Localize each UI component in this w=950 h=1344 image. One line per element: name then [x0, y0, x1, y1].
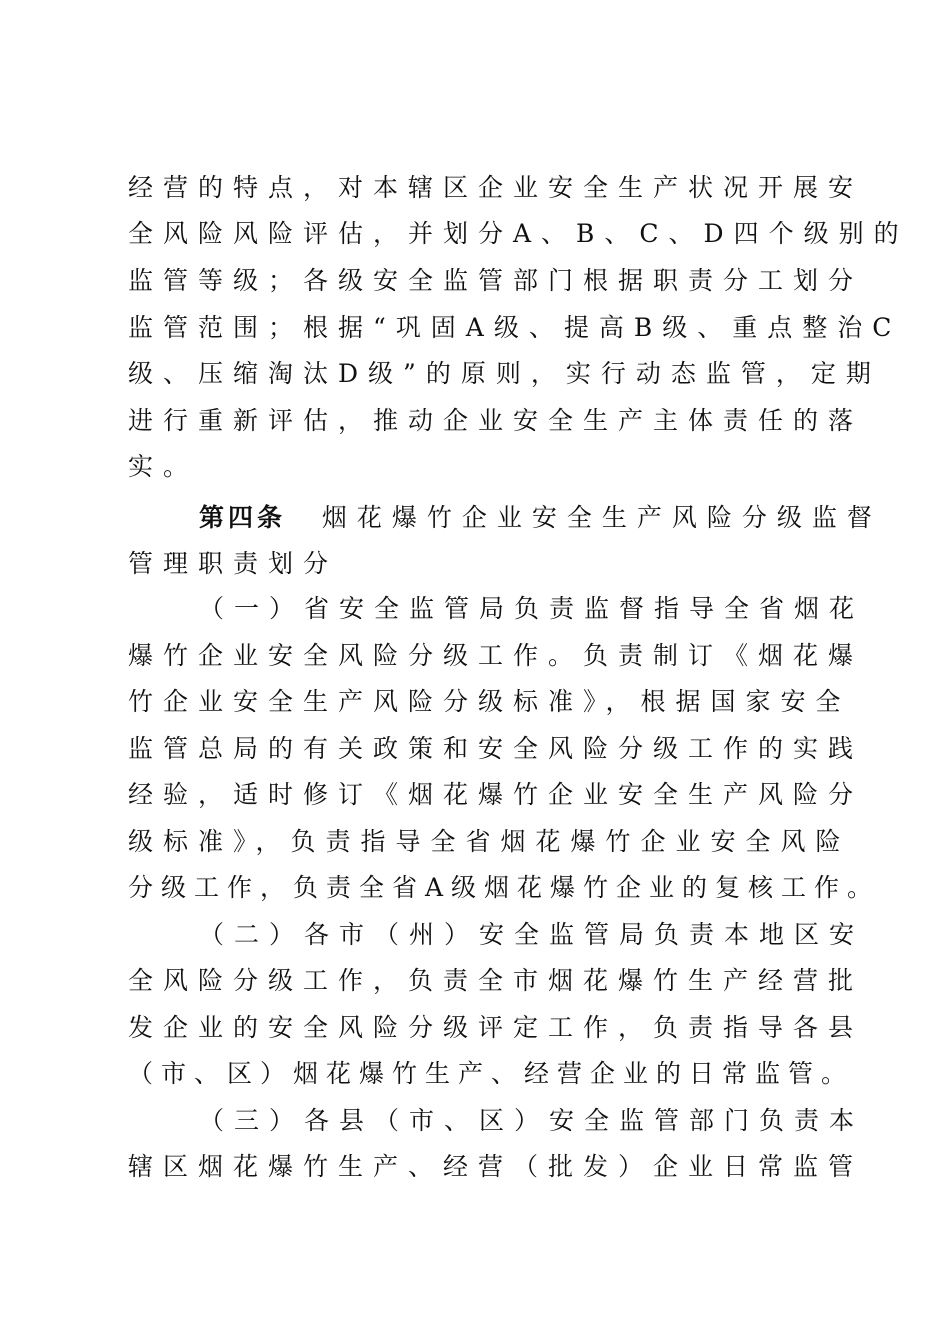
paragraph-line: 进行重新评估，推动企业安全生产主体责任的落 [128, 406, 864, 435]
paragraph-line: 经营的特点，对本辖区企业安全生产状况开展安 [128, 173, 864, 202]
paragraph-line: （一）省安全监管局负责监督指导全省烟花 [199, 594, 865, 623]
paragraph-line: 全风险分级工作，负责全市烟花爆竹生产经营批 [128, 966, 864, 995]
paragraph-line: 爆竹企业安全风险分级工作。负责制订《烟花爆 [128, 641, 864, 670]
paragraph-line: 监管等级；各级安全监管部门根据职责分工划分 [128, 266, 864, 295]
paragraph-line: 辖区烟花爆竹生产、经营（批发）企业日常监管 [128, 1152, 864, 1181]
paragraph-line: 级、压缩淘汰D级”的原则，实行动态监管，定期 [128, 359, 881, 388]
paragraph-line: 竹企业安全生产风险分级标准》，根据国家安全 [128, 687, 851, 716]
article-heading [199, 495, 950, 541]
paragraph-line: 监管总局的有关政策和安全风险分级工作的实践 [128, 734, 864, 763]
article-title: 烟花爆竹企业安全生产风险分级监督 [321, 503, 882, 532]
paragraph-line: 全风险风险评估，并划分A、B、C、D四个级别的 [128, 219, 909, 248]
paragraph-line: 实。 [128, 452, 199, 481]
paragraph-line: 经验，适时修订《烟花爆竹企业安全生产风险分 [128, 780, 864, 809]
paragraph-line: （市、区）烟花爆竹生产、经营企业的日常监管。 [128, 1059, 855, 1088]
paragraph-line: 级标准》，负责指导全省烟花爆竹企业安全风险 [128, 827, 851, 856]
paragraph-line: （二）各市（州）安全监管局负责本地区安 [199, 920, 865, 949]
article-label: 第四条 [199, 503, 287, 532]
article-title-continued: 管理职责划分 [128, 549, 339, 578]
paragraph-line: 监管范围；根据“巩固A级、提高B级、重点整治C [128, 313, 902, 342]
paragraph-line: （三）各县（市、区）安全监管部门负责本 [199, 1106, 865, 1135]
paragraph-line: 发企业的安全风险分级评定工作，负责指导各县 [128, 1013, 864, 1042]
paragraph-line: 分级工作，负责全省A级烟花爆竹企业的复核工作。 [128, 873, 881, 902]
